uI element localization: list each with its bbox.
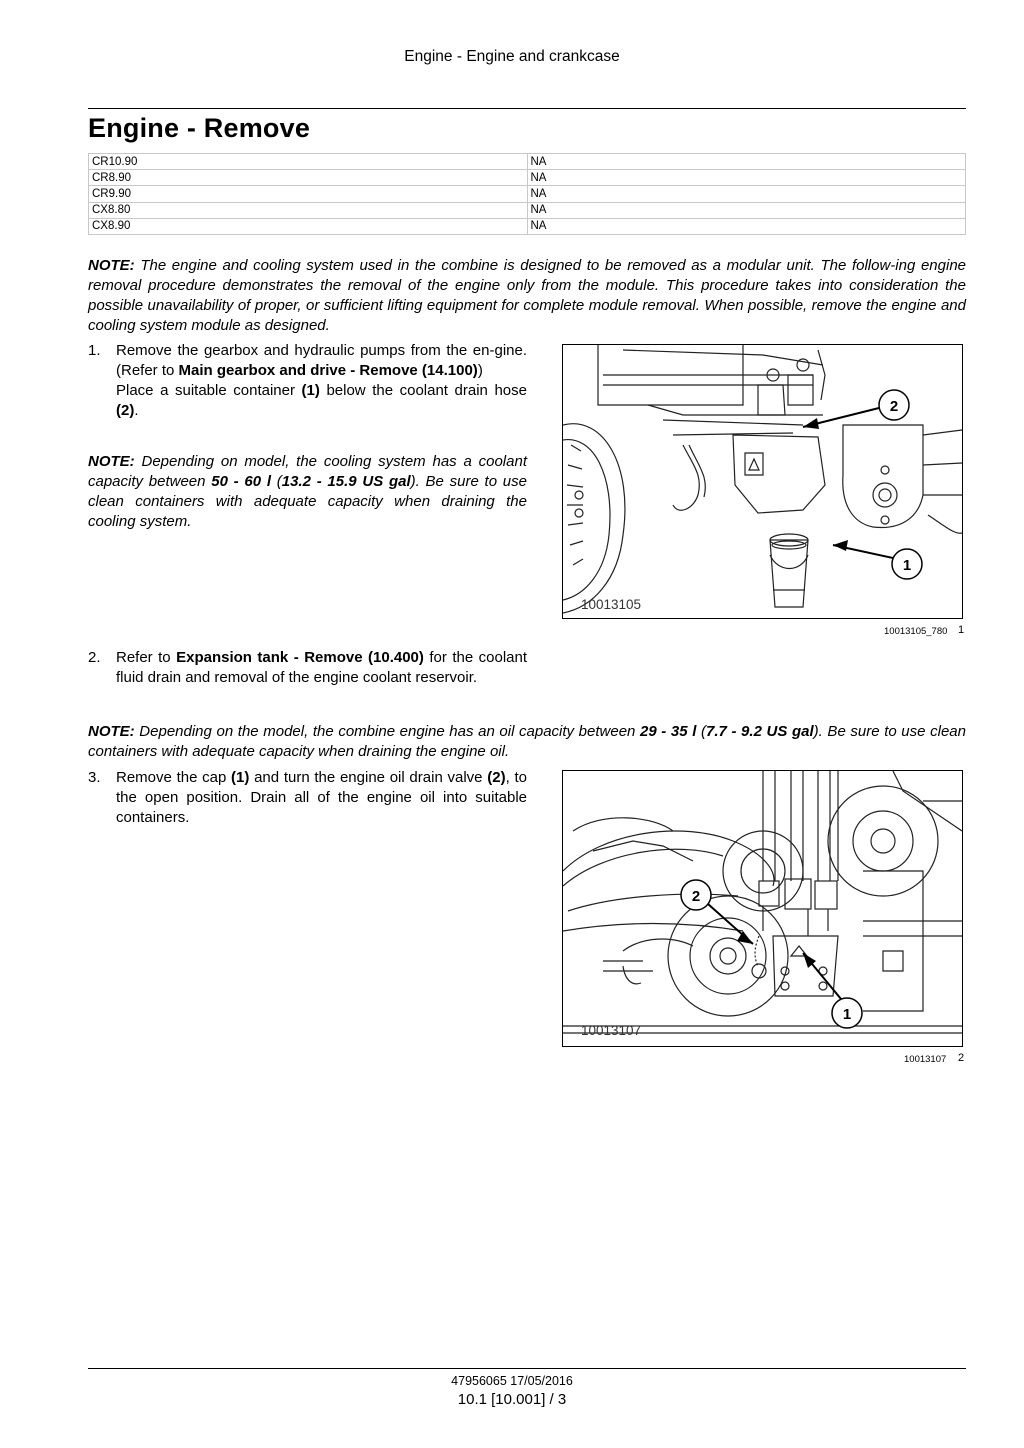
capacity-value: 7.7 - 9.2 US gal xyxy=(705,723,814,740)
capacity-value: 13.2 - 15.9 US gal xyxy=(281,473,411,490)
running-header: Engine - Engine and crankcase xyxy=(404,48,620,65)
footer-page-ref: 10.1 [10.001] / 3 xyxy=(457,1391,567,1408)
note-text: ( xyxy=(696,723,706,740)
table-row xyxy=(89,170,966,186)
figure-1-caption: 10013105_780 xyxy=(884,626,948,637)
footer-rule xyxy=(88,1368,966,1369)
table-row xyxy=(89,186,966,202)
step-text xyxy=(116,648,527,688)
callout-ref: (2) xyxy=(487,769,506,786)
step-text-part: Remove the gearbox and hydraulic pumps from the en-gine. (Refer to xyxy=(116,342,527,379)
step-3 xyxy=(88,768,527,828)
note-text: Depending on the model, the combine engine has an oil capacity between xyxy=(139,723,640,740)
figure-2-caption: 10013107 xyxy=(904,1054,947,1065)
callout-2-label: 2 xyxy=(889,398,899,415)
callout-ref: (2) xyxy=(116,402,135,419)
step-text-part: below the coolant drain hose xyxy=(319,382,527,399)
footer-doc-id: 47956065 17/05/2016 xyxy=(451,1374,573,1388)
model-cell: CX8.80 xyxy=(89,202,528,218)
note-text: ( xyxy=(271,473,282,490)
figure-1-illustration xyxy=(563,345,962,618)
page-title: Engine - Remove xyxy=(88,113,311,143)
step-number: 2. xyxy=(88,649,101,666)
note-label: NOTE: xyxy=(88,723,135,740)
model-applicability-table xyxy=(88,153,966,235)
table-row xyxy=(89,154,966,170)
note-text: ). Be sure to use clean containers with adequate capacity when draining the engine oil. xyxy=(88,723,966,760)
step-number: 3. xyxy=(88,769,101,786)
step-text-part: . xyxy=(134,402,139,419)
figure-2-image-label: 10013107 xyxy=(581,1023,642,1038)
cross-reference: Expansion tank - Remove (10.400) xyxy=(176,649,424,666)
callout-1-label: 1 xyxy=(842,1006,852,1023)
figure-1-number: 1 xyxy=(958,624,965,636)
table-row xyxy=(89,218,966,234)
step-text-part: ) xyxy=(477,362,483,379)
step-text-part: Refer to xyxy=(116,649,177,666)
callout-ref: (1) xyxy=(231,769,250,786)
callout-ref: (1) xyxy=(301,382,320,399)
step-text xyxy=(116,341,527,421)
step-2 xyxy=(88,648,527,688)
step-1 xyxy=(88,341,527,421)
figure-2-number: 2 xyxy=(958,1052,965,1064)
note-modular-removal xyxy=(88,256,966,336)
note-label: NOTE: xyxy=(88,453,135,470)
step-text-part: for the coolant fluid drain and removal of the engine coolant reservoir. xyxy=(116,649,527,686)
value-cell: NA xyxy=(527,170,966,186)
value-cell: NA xyxy=(527,154,966,170)
value-cell: NA xyxy=(527,218,966,234)
model-cell: CR9.90 xyxy=(89,186,528,202)
callout-2-label: 2 xyxy=(691,888,701,905)
callout-1-arrowhead xyxy=(833,540,848,551)
note-label: NOTE: xyxy=(88,257,135,274)
model-cell: CX8.90 xyxy=(89,218,528,234)
value-cell: NA xyxy=(527,186,966,202)
header-rule xyxy=(88,108,966,109)
step-text-part: Place a suitable container xyxy=(116,382,302,399)
capacity-value: 50 - 60 l xyxy=(211,473,271,490)
step-text xyxy=(116,768,527,828)
value-cell: NA xyxy=(527,202,966,218)
figure-2-illustration xyxy=(563,771,962,1046)
figure-1-coolant-drain xyxy=(562,344,963,619)
step-text-part: Remove the cap xyxy=(116,769,232,786)
note-text: The engine and cooling system used in the combine is designed to be removed as a modular unit. The follow-ing engine removal procedure demonstrates the removal of the engine only from the module. This procedure takes into consideration the possible unavailability of proper, or sufficient lifting equipment for complete module removal. When possible, remove the engine and cooling system module as designed. xyxy=(88,257,966,334)
cross-reference: Main gearbox and drive - Remove (14.100) xyxy=(178,362,478,379)
step-text-part: and turn the engine oil drain valve xyxy=(249,769,488,786)
callout-1-label: 1 xyxy=(902,557,912,574)
model-cell: CR10.90 xyxy=(89,154,528,170)
note-text: ). Be sure to use clean containers with adequate capacity when draining the cooling system. xyxy=(88,473,527,530)
note-oil-capacity xyxy=(88,722,966,762)
table-row xyxy=(89,202,966,218)
step-text-part: , to the open position. Drain all of the engine oil into suitable containers. xyxy=(116,769,527,826)
figure-2-oil-drain-valve xyxy=(562,770,963,1047)
note-coolant-capacity xyxy=(88,452,527,532)
step-number: 1. xyxy=(88,342,101,359)
note-text: Depending on model, the cooling system has a coolant capacity between xyxy=(88,453,527,490)
figure-1-image-label: 10013105 xyxy=(581,597,642,612)
model-cell: CR8.90 xyxy=(89,170,528,186)
capacity-value: 29 - 35 l xyxy=(640,723,697,740)
